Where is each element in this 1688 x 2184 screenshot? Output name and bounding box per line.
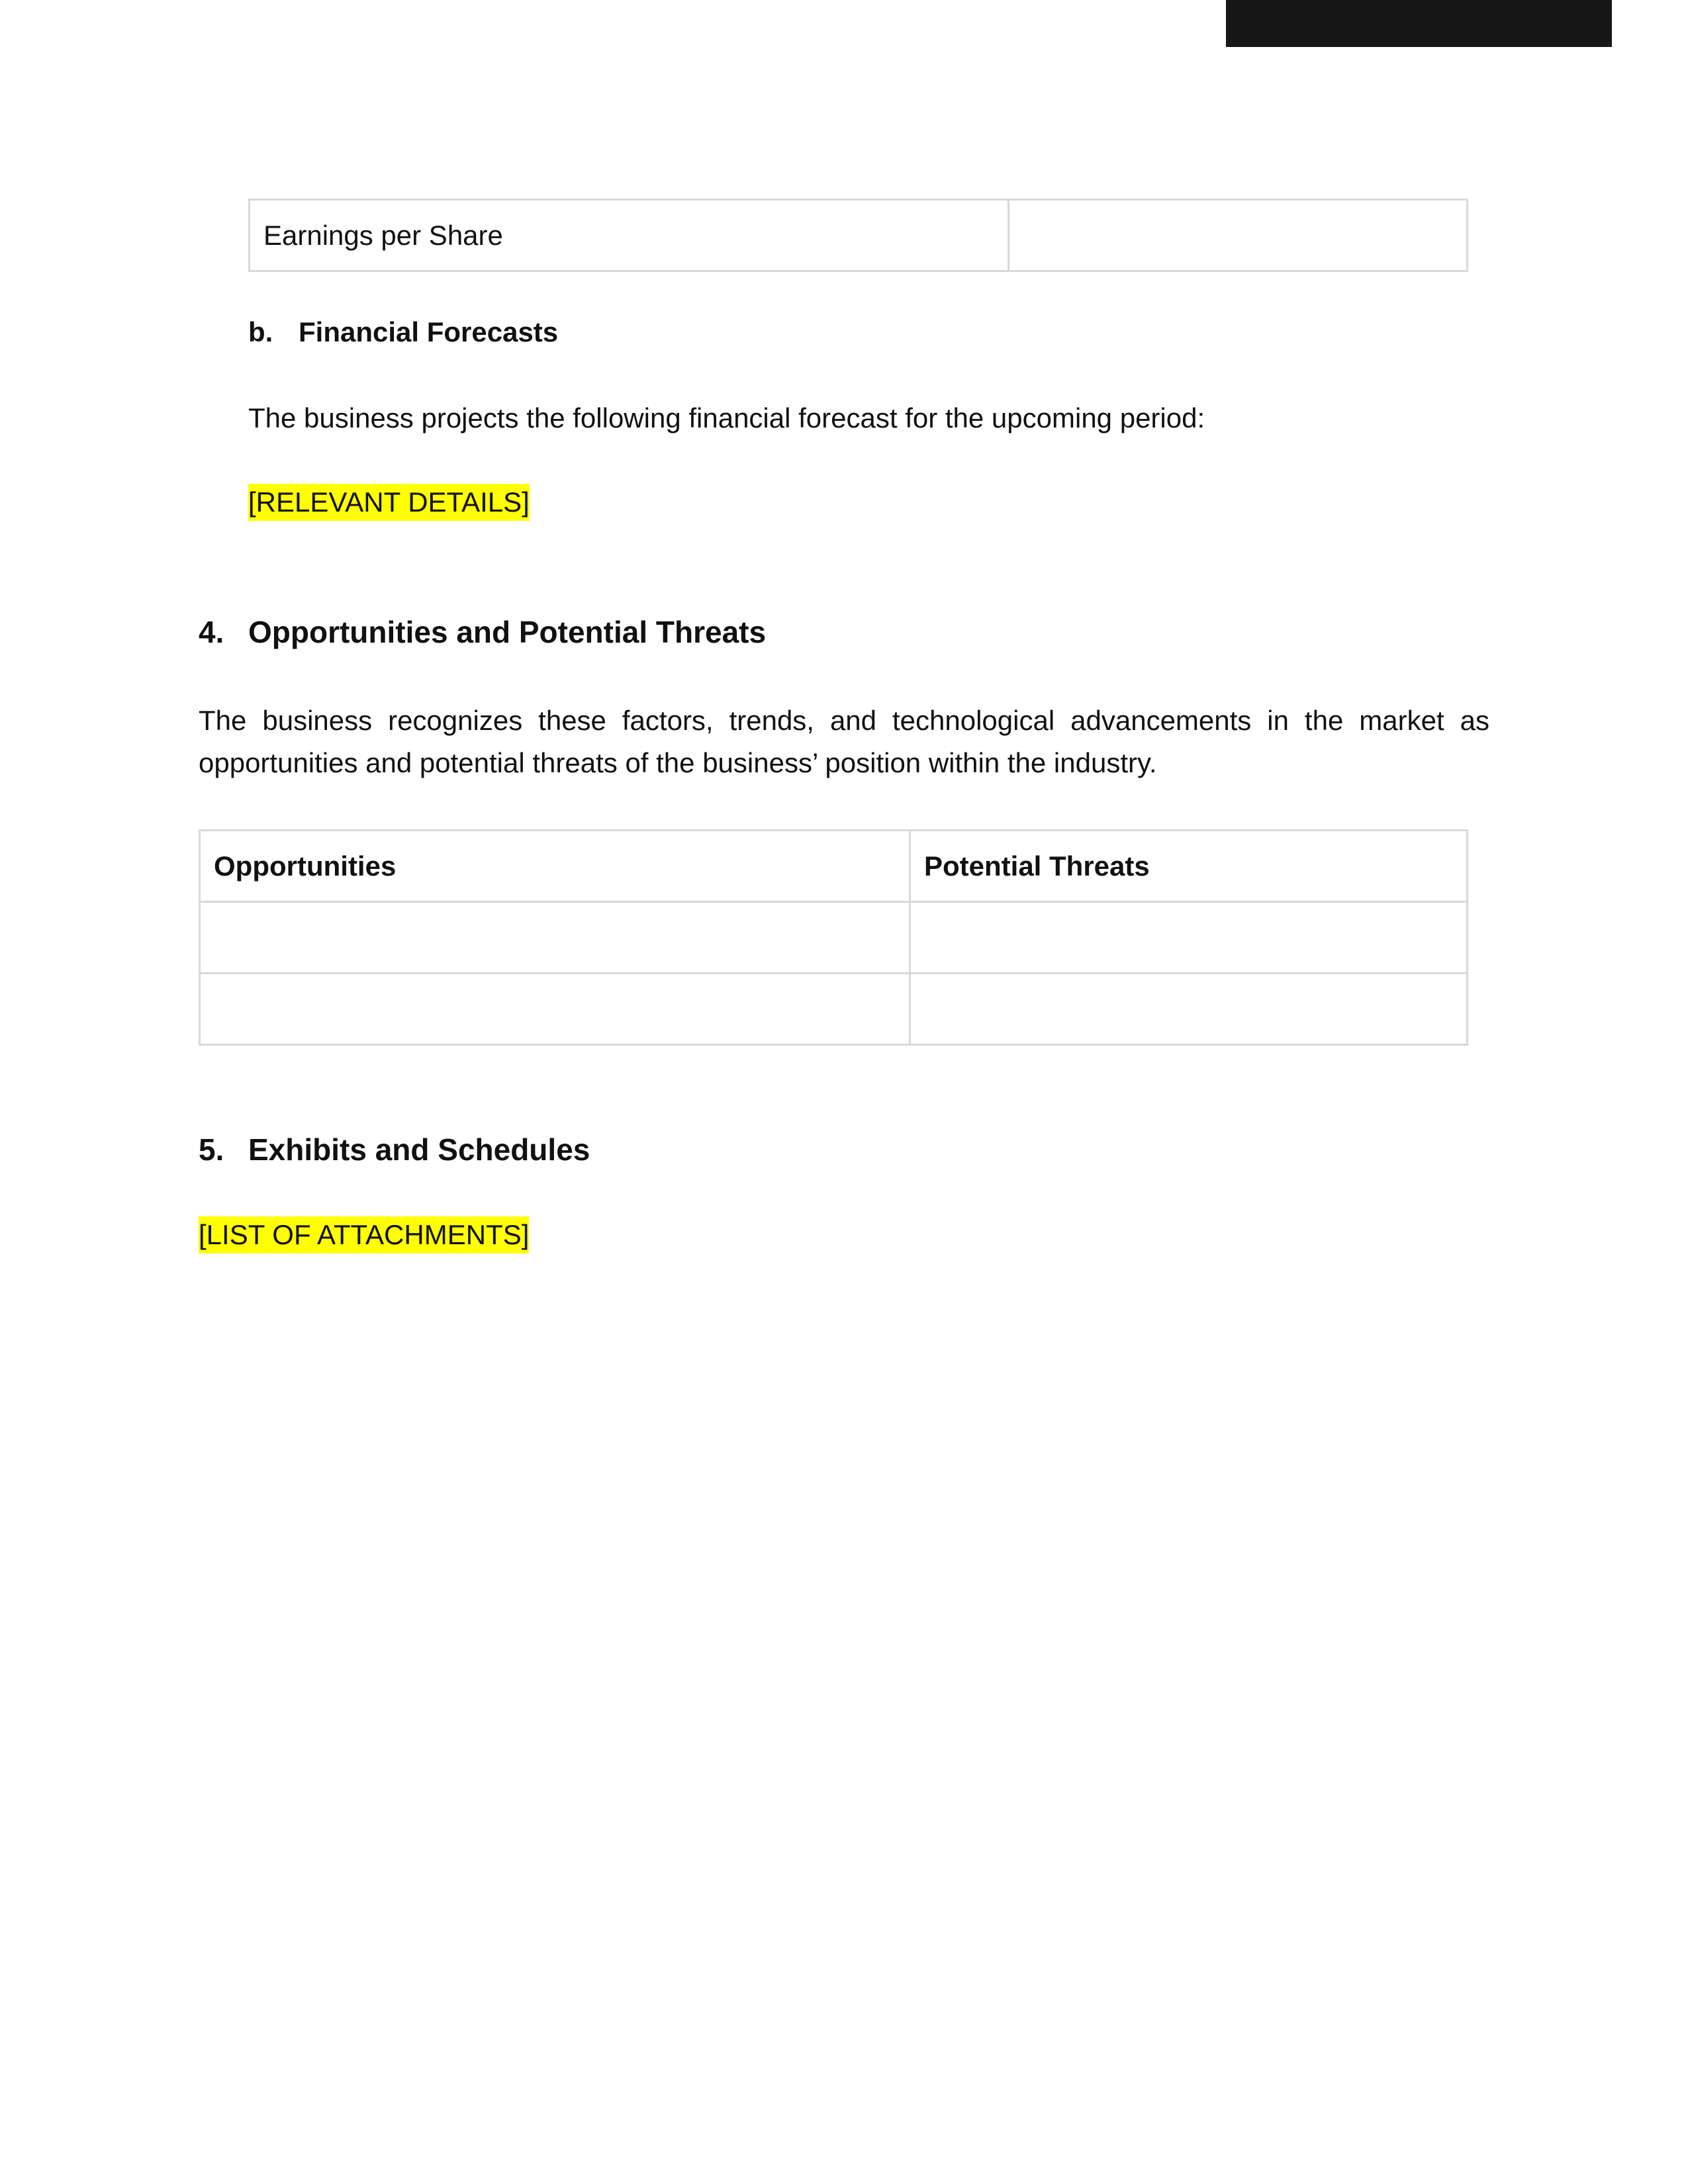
table-row <box>200 974 1468 1045</box>
table-cell-value[interactable] <box>1009 200 1468 271</box>
table-row <box>200 902 1468 974</box>
table-header-row <box>200 831 1468 902</box>
subsection-number: b. <box>248 316 273 347</box>
section-number: 4. <box>199 615 224 649</box>
section-heading-opportunities <box>199 614 766 650</box>
section-heading-exhibits <box>199 1132 590 1167</box>
table-cell[interactable] <box>910 902 1468 974</box>
header-bar <box>1226 0 1612 47</box>
relevant-details-placeholder[interactable]: [RELEVANT DETAILS] <box>248 484 530 521</box>
section-title: Exhibits and Schedules <box>248 1132 590 1167</box>
forecast-paragraph: The business projects the following financial forecast for the upcoming period: <box>248 402 1205 433</box>
table-cell[interactable] <box>910 974 1468 1045</box>
subsection-heading-financial-forecasts <box>248 316 558 348</box>
opportunities-paragraph: The business recognizes these factors, trends, and technological advancements in the market as opportunities and potential threats of the business’ position within the industry. <box>199 705 1489 778</box>
attachments-placeholder[interactable]: [LIST OF ATTACHMENTS] <box>199 1216 529 1253</box>
section-number: 5. <box>199 1132 224 1167</box>
column-header-opportunities: Opportunities <box>200 831 910 902</box>
subsection-title: Financial Forecasts <box>299 316 559 347</box>
metrics-table <box>248 199 1468 272</box>
table-cell[interactable] <box>200 974 910 1045</box>
table-cell[interactable] <box>200 902 910 974</box>
table-cell-label: Earnings per Share <box>250 200 1009 271</box>
table-row <box>250 200 1468 271</box>
column-header-potential-threats: Potential Threats <box>910 831 1468 902</box>
opportunities-threats-table <box>199 829 1468 1046</box>
section-title: Opportunities and Potential Threats <box>248 615 767 649</box>
